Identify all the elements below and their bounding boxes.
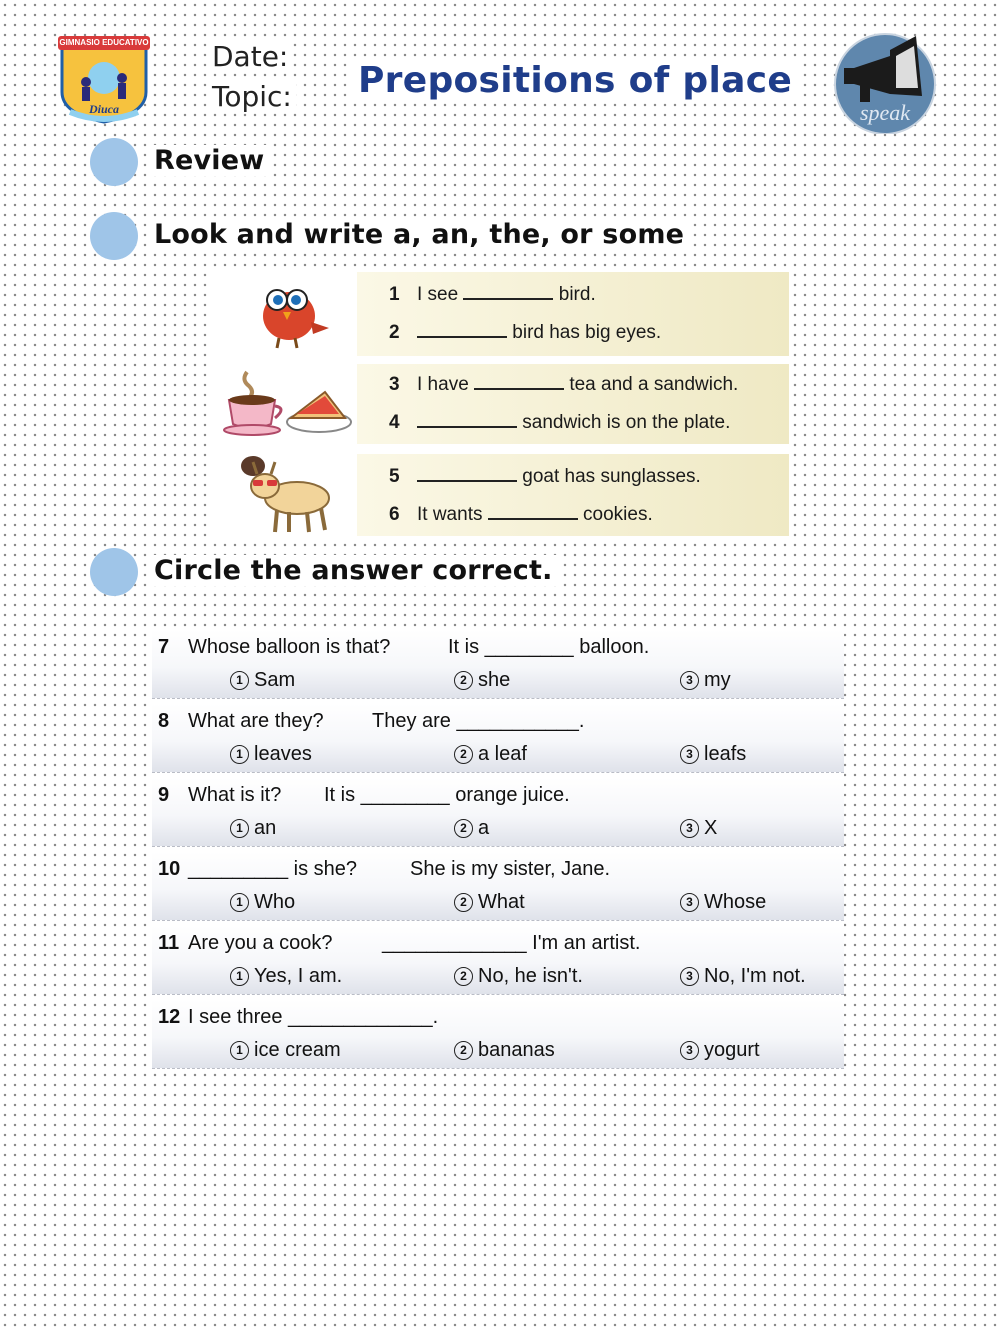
exercise-b-panel	[152, 628, 844, 1070]
item-number: 5	[389, 466, 400, 487]
question-number: 10	[158, 858, 181, 880]
answer-blank[interactable]	[417, 322, 507, 338]
option-3[interactable]	[680, 965, 806, 988]
option-2[interactable]	[454, 817, 489, 840]
answer-blank[interactable]	[463, 284, 553, 300]
page-title: Prepositions of place	[352, 60, 798, 101]
logo-text-top: GIMNASIO EDUCATIVO	[59, 38, 149, 47]
option-label: a	[478, 817, 490, 839]
option-marker: 2	[454, 819, 473, 838]
option-2[interactable]	[454, 669, 510, 692]
item-number: 1	[389, 284, 400, 305]
option-marker: 3	[680, 819, 699, 838]
section-bullet-review	[90, 138, 138, 186]
bird-icon	[251, 278, 331, 350]
option-3[interactable]	[680, 817, 717, 840]
question-text: _________ is she?	[188, 858, 358, 880]
option-1[interactable]	[230, 817, 276, 840]
option-label: No, he isn't.	[478, 965, 583, 987]
option-label: an	[254, 817, 277, 839]
option-2[interactable]	[454, 891, 525, 914]
exercise-a-item-2	[389, 322, 661, 344]
option-label: ice cream	[254, 1039, 341, 1061]
speak-badge	[830, 30, 940, 134]
answer-blank[interactable]	[488, 504, 578, 520]
question-number: 12	[158, 1006, 181, 1028]
item-number: 6	[389, 504, 400, 525]
item-text-after: goat has sunglasses.	[522, 466, 701, 487]
heading-review: Review	[150, 145, 268, 176]
option-label: a leaf	[478, 743, 527, 765]
option-marker: 2	[454, 1041, 473, 1060]
option-label: Whose	[704, 891, 767, 913]
question-row	[152, 704, 844, 773]
question-number: 9	[158, 784, 170, 806]
section-bullet-exercise-a	[90, 212, 138, 260]
option-marker: 3	[680, 893, 699, 912]
option-label: she	[478, 669, 511, 691]
question-number: 11	[158, 932, 180, 954]
option-label: X	[704, 817, 718, 839]
exercise-a-panel	[207, 270, 791, 538]
item-text-before: I see	[417, 284, 459, 305]
date-label: Date:	[208, 40, 292, 73]
question-text: I see three _____________.	[188, 1006, 439, 1028]
question-answer-stem: It is ________ balloon.	[448, 636, 650, 658]
option-label: Sam	[254, 669, 296, 691]
item-text-before: I have	[417, 374, 469, 395]
exercise-a-item-1	[389, 284, 596, 306]
option-label: Yes, I am.	[254, 965, 343, 987]
option-marker: 2	[454, 671, 473, 690]
exercise-a-item-3	[389, 374, 738, 396]
item-text-after: sandwich is on the plate.	[522, 412, 731, 433]
tea-sandwich-icon	[221, 366, 353, 438]
heading-exercise-b: Circle the answer correct.	[150, 555, 557, 586]
option-marker: 3	[680, 745, 699, 764]
question-text: What are they?	[188, 710, 324, 732]
question-row	[152, 852, 844, 921]
option-2[interactable]	[454, 1039, 555, 1062]
option-1[interactable]	[230, 965, 342, 988]
option-2[interactable]	[454, 965, 583, 988]
item-text-after: bird has big eyes.	[512, 322, 662, 343]
option-label: What	[478, 891, 525, 913]
option-marker: 1	[230, 893, 249, 912]
item-text-after: bird.	[558, 284, 596, 305]
answer-blank[interactable]	[417, 412, 517, 428]
question-number: 8	[158, 710, 170, 732]
answer-blank[interactable]	[417, 466, 517, 482]
option-3[interactable]	[680, 891, 766, 914]
option-3[interactable]	[680, 743, 746, 766]
school-logo	[52, 30, 156, 126]
speak-label: speak	[859, 100, 911, 125]
option-1[interactable]	[230, 669, 295, 692]
option-marker: 2	[454, 967, 473, 986]
question-text: Are you a cook?	[188, 932, 333, 954]
option-1[interactable]	[230, 891, 295, 914]
option-label: yogurt	[704, 1039, 760, 1061]
option-1[interactable]	[230, 1039, 341, 1062]
section-bullet-exercise-b	[90, 548, 138, 596]
item-text-after: tea and a sandwich.	[569, 374, 739, 395]
heading-exercise-a: Look and write a, an, the, or some	[150, 219, 688, 250]
option-marker: 3	[680, 967, 699, 986]
question-number: 7	[158, 636, 170, 658]
question-answer-stem: She is my sister, Jane.	[410, 858, 611, 880]
question-row	[152, 630, 844, 699]
option-label: leafs	[704, 743, 747, 765]
exercise-a-item-6	[389, 504, 653, 526]
logo-text-bottom: Diuca	[89, 102, 119, 116]
option-label: No, I'm not.	[704, 965, 806, 987]
exercise-a-item-4	[389, 412, 730, 434]
option-label: my	[704, 669, 731, 691]
question-row	[152, 926, 844, 995]
answer-blank[interactable]	[474, 374, 564, 390]
question-row	[152, 778, 844, 847]
option-2[interactable]	[454, 743, 527, 766]
option-marker: 1	[230, 967, 249, 986]
item-number: 3	[389, 374, 400, 395]
option-marker: 3	[680, 671, 699, 690]
option-label: bananas	[478, 1039, 555, 1061]
goat-icon	[227, 452, 339, 536]
question-answer-stem: It is ________ orange juice.	[324, 784, 570, 806]
question-text: Whose balloon is that?	[188, 636, 391, 658]
item-number: 4	[389, 412, 400, 433]
topic-label: Topic:	[208, 80, 296, 113]
option-marker: 1	[230, 671, 249, 690]
option-marker: 1	[230, 1041, 249, 1060]
option-label: Who	[254, 891, 296, 913]
option-3[interactable]	[680, 669, 731, 692]
option-marker: 2	[454, 893, 473, 912]
option-label: leaves	[254, 743, 312, 765]
option-1[interactable]	[230, 743, 312, 766]
option-marker: 3	[680, 1041, 699, 1060]
question-row	[152, 1000, 844, 1069]
option-marker: 1	[230, 819, 249, 838]
question-answer-stem: _____________ I'm an artist.	[382, 932, 641, 954]
option-marker: 1	[230, 745, 249, 764]
item-text-before: It wants	[417, 504, 483, 525]
option-marker: 2	[454, 745, 473, 764]
question-answer-stem: They are ___________.	[372, 710, 585, 732]
exercise-a-item-5	[389, 466, 701, 488]
question-text: What is it?	[188, 784, 282, 806]
item-text-after: cookies.	[583, 504, 653, 525]
item-number: 2	[389, 322, 400, 343]
option-3[interactable]	[680, 1039, 760, 1062]
